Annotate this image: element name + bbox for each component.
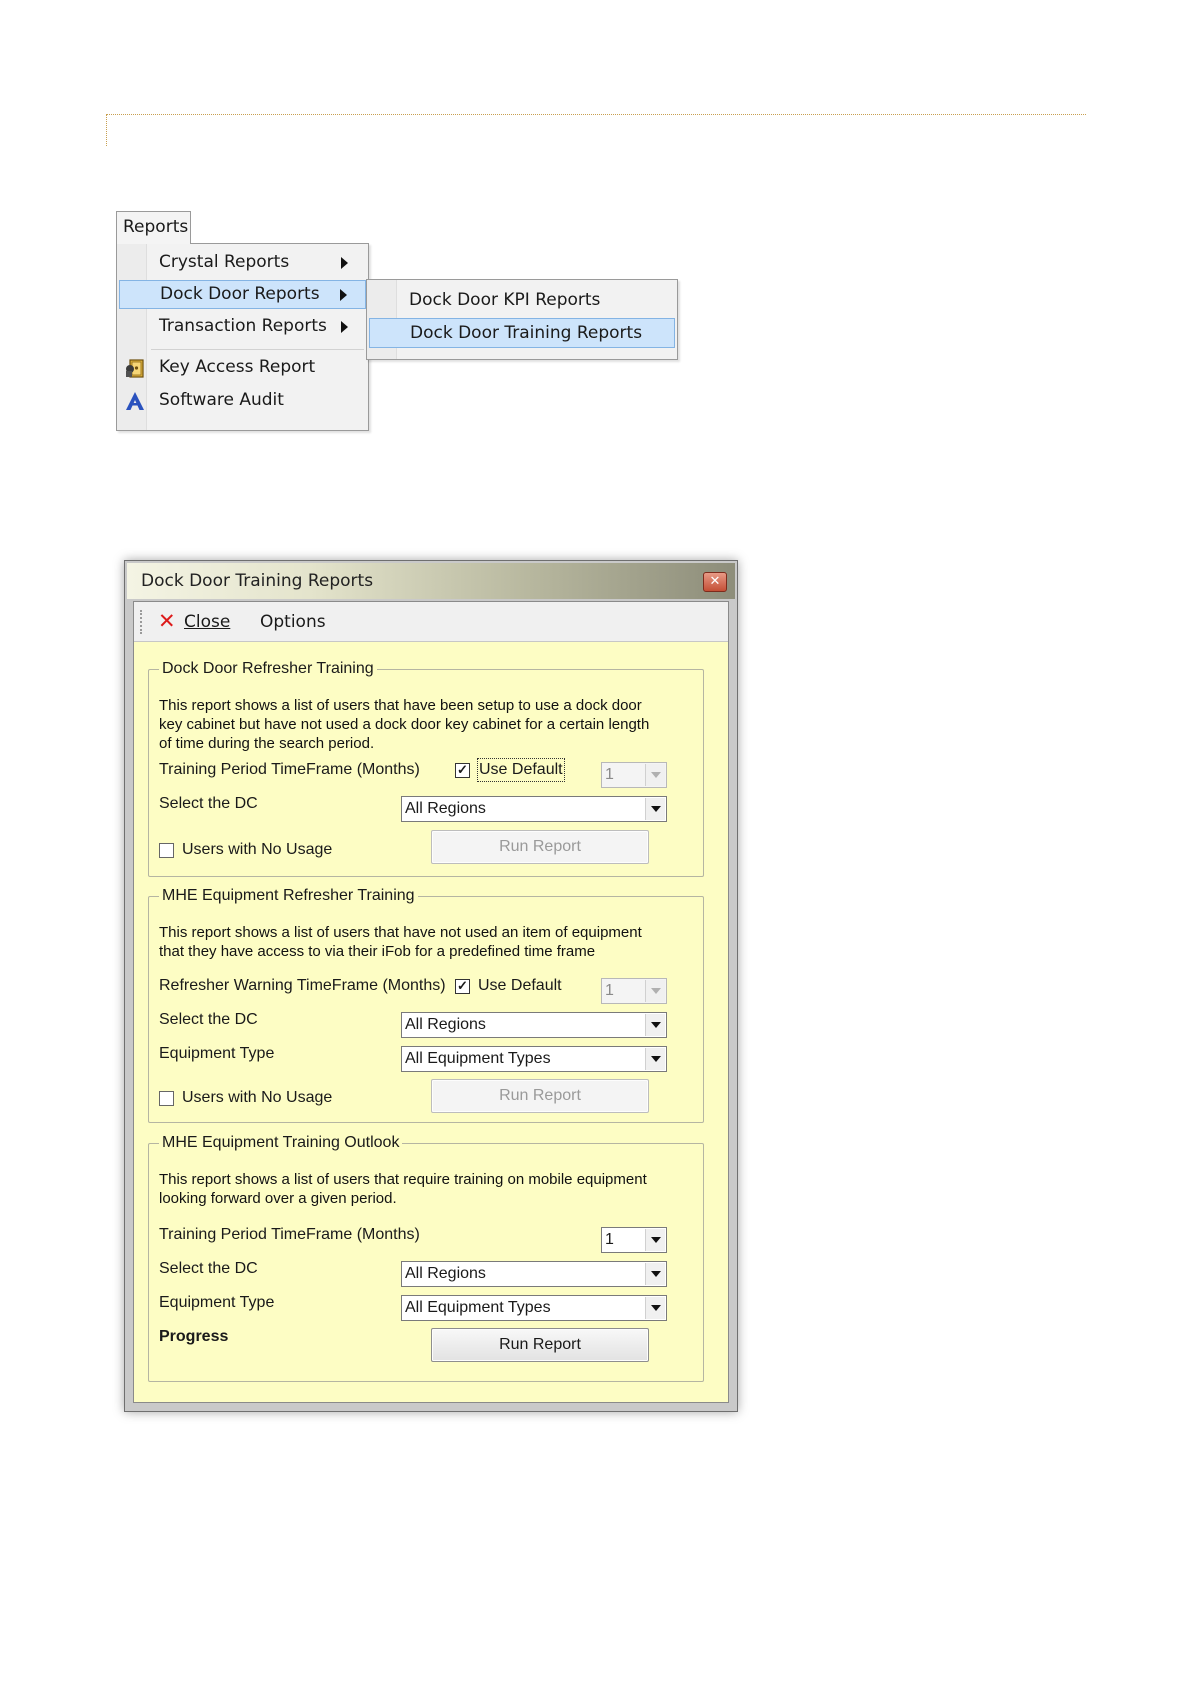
menu-item-label: Key Access Report bbox=[159, 357, 316, 377]
run-report-label: Run Report bbox=[499, 838, 581, 855]
menu-item-key-access-report[interactable] bbox=[119, 353, 366, 382]
menu-item-label: Transaction Reports bbox=[159, 316, 327, 336]
months-dropdown[interactable] bbox=[601, 762, 667, 788]
software-audit-icon bbox=[124, 390, 146, 412]
submenu-item-label: Dock Door Training Reports bbox=[410, 323, 643, 343]
select-dc-label: Select the DC bbox=[159, 1011, 258, 1028]
months-value: 1 bbox=[605, 766, 614, 783]
toolbar-close-label: Close bbox=[184, 612, 231, 632]
page-border-top bbox=[106, 114, 1086, 115]
toolbar-close-button[interactable] bbox=[154, 602, 240, 642]
users-no-usage-label[interactable]: Users with No Usage bbox=[182, 841, 333, 858]
select-dc-label: Select the DC bbox=[159, 1260, 258, 1277]
description-line: key cabinet but have not used a dock door key cabinet for a certain length bbox=[159, 716, 650, 733]
months-dropdown[interactable] bbox=[601, 978, 667, 1004]
chevron-down-icon[interactable] bbox=[645, 1263, 665, 1285]
menu-item-crystal-reports[interactable] bbox=[119, 248, 366, 277]
menu-item-transaction-reports[interactable] bbox=[119, 312, 366, 341]
toolbar-grip[interactable] bbox=[140, 610, 143, 634]
submenu-item-dock-door-training-reports[interactable] bbox=[369, 318, 675, 348]
close-icon: ✕ bbox=[709, 574, 721, 589]
chevron-down-icon[interactable] bbox=[645, 1014, 665, 1036]
close-x-icon: ✕ bbox=[158, 609, 176, 633]
menu-separator bbox=[151, 349, 364, 350]
menu-item-label: Crystal Reports bbox=[159, 252, 290, 272]
key-cabinet-icon bbox=[124, 357, 146, 379]
description-line: This report shows a list of users that have not used an item of equipment bbox=[159, 924, 642, 941]
chevron-down-icon[interactable] bbox=[645, 1229, 665, 1251]
equipment-type-dropdown[interactable] bbox=[401, 1046, 667, 1072]
reports-menu-label: Reports bbox=[123, 217, 189, 237]
description-line: looking forward over a given period. bbox=[159, 1190, 397, 1207]
timeframe-label: Training Period TimeFrame (Months) bbox=[159, 1226, 420, 1243]
equipment-type-value: All Equipment Types bbox=[405, 1299, 551, 1316]
run-report-label: Run Report bbox=[499, 1336, 581, 1353]
dock-door-submenu bbox=[366, 279, 678, 360]
months-dropdown[interactable] bbox=[601, 1227, 667, 1253]
dialog-title: Dock Door Training Reports bbox=[141, 571, 374, 591]
dc-dropdown[interactable] bbox=[401, 796, 667, 822]
dc-dropdown[interactable] bbox=[401, 1261, 667, 1287]
users-no-usage-checkbox[interactable] bbox=[159, 1091, 174, 1106]
submenu-item-label: Dock Door KPI Reports bbox=[409, 290, 601, 310]
submenu-arrow-icon bbox=[340, 289, 347, 301]
timeframe-label: Refresher Warning TimeFrame (Months) bbox=[159, 977, 446, 994]
description-line: that they have access to via their iFob for a predefined time frame bbox=[159, 943, 596, 960]
run-report-button[interactable] bbox=[431, 830, 649, 864]
timeframe-label: Training Period TimeFrame (Months) bbox=[159, 761, 420, 778]
menu-item-software-audit[interactable] bbox=[119, 386, 366, 415]
run-report-label: Run Report bbox=[499, 1087, 581, 1104]
toolbar-options-button[interactable] bbox=[250, 602, 330, 642]
chevron-down-icon[interactable] bbox=[645, 764, 665, 786]
use-default-checkbox[interactable]: ✓ bbox=[455, 763, 470, 778]
submenu-arrow-icon bbox=[341, 321, 348, 333]
chevron-down-icon[interactable] bbox=[645, 980, 665, 1002]
reports-menu-header[interactable] bbox=[116, 211, 191, 244]
menu-item-dock-door-reports[interactable] bbox=[119, 280, 366, 309]
group-title: MHE Equipment Training Outlook bbox=[159, 1132, 402, 1154]
dc-value: All Regions bbox=[405, 800, 486, 817]
reports-dropdown-menu bbox=[116, 243, 369, 431]
submenu-arrow-icon bbox=[341, 257, 348, 269]
dock-door-training-reports-dialog bbox=[124, 560, 738, 1412]
progress-label: Progress bbox=[159, 1328, 229, 1345]
run-report-button[interactable] bbox=[431, 1328, 649, 1362]
description-line: This report shows a list of users that have been setup to use a dock door bbox=[159, 697, 642, 714]
group-mhe-equipment-refresher-training bbox=[148, 887, 704, 1123]
use-default-label[interactable]: Use Default bbox=[478, 759, 564, 781]
page-border-left bbox=[106, 114, 107, 146]
group-description bbox=[159, 923, 679, 961]
equipment-type-dropdown[interactable] bbox=[401, 1295, 667, 1321]
equipment-type-value: All Equipment Types bbox=[405, 1050, 551, 1067]
equipment-type-label: Equipment Type bbox=[159, 1045, 275, 1062]
dialog-client-area bbox=[133, 601, 729, 1403]
group-title: Dock Door Refresher Training bbox=[159, 658, 377, 680]
equipment-type-label: Equipment Type bbox=[159, 1294, 275, 1311]
select-dc-label: Select the DC bbox=[159, 795, 258, 812]
dc-dropdown[interactable] bbox=[401, 1012, 667, 1038]
description-line: This report shows a list of users that require training on mobile equipment bbox=[159, 1171, 647, 1188]
use-default-checkbox[interactable]: ✓ bbox=[455, 979, 470, 994]
months-value: 1 bbox=[605, 1231, 614, 1248]
group-mhe-equipment-training-outlook bbox=[148, 1134, 704, 1382]
dc-value: All Regions bbox=[405, 1265, 486, 1282]
months-value: 1 bbox=[605, 982, 614, 999]
dialog-toolbar bbox=[134, 602, 728, 642]
group-dock-door-refresher-training bbox=[148, 660, 704, 877]
chevron-down-icon[interactable] bbox=[645, 1297, 665, 1319]
group-title: MHE Equipment Refresher Training bbox=[159, 885, 418, 907]
menu-item-label: Software Audit bbox=[159, 390, 284, 410]
users-no-usage-label[interactable]: Users with No Usage bbox=[182, 1089, 333, 1106]
chevron-down-icon[interactable] bbox=[645, 798, 665, 820]
description-line: of time during the search period. bbox=[159, 735, 375, 752]
window-close-button[interactable] bbox=[703, 572, 727, 592]
users-no-usage-checkbox[interactable] bbox=[159, 843, 174, 858]
use-default-label[interactable]: Use Default bbox=[478, 977, 562, 994]
chevron-down-icon[interactable] bbox=[645, 1048, 665, 1070]
group-description bbox=[159, 696, 679, 753]
run-report-button[interactable] bbox=[431, 1079, 649, 1113]
menu-item-label: Dock Door Reports bbox=[160, 284, 320, 304]
toolbar-options-label: Options bbox=[260, 612, 326, 632]
dc-value: All Regions bbox=[405, 1016, 486, 1033]
group-description bbox=[159, 1170, 679, 1208]
submenu-item-dock-door-kpi-reports[interactable] bbox=[369, 285, 675, 315]
dialog-titlebar[interactable] bbox=[127, 563, 735, 599]
